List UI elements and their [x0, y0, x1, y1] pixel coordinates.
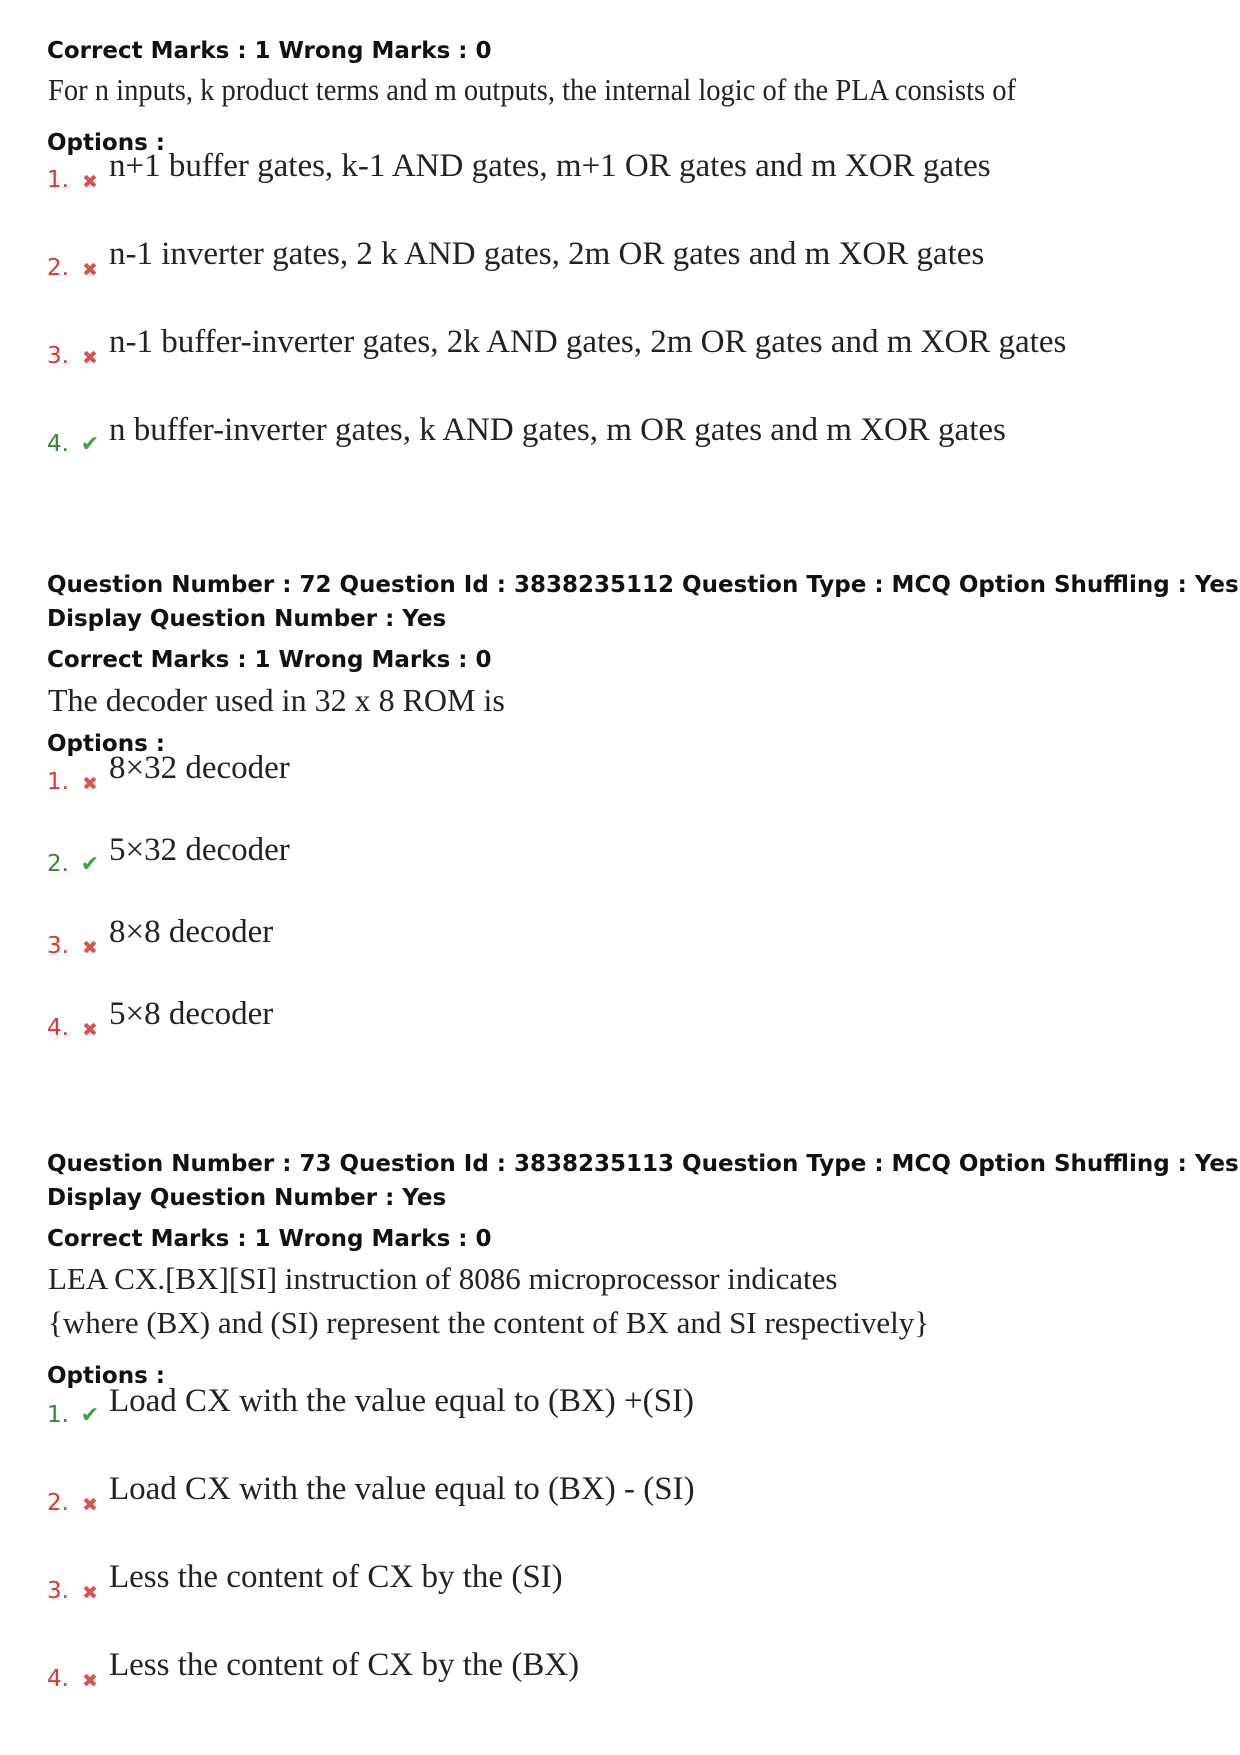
option-q72-4	[47, 996, 274, 1054]
cross-icon: ✖	[82, 1582, 98, 1604]
cross-icon: ✖	[82, 1019, 98, 1041]
question-header: Question Number : 72 Question Id : 3838235112 Question Type : MCQ Option Shuffling : Yes	[47, 572, 1239, 598]
options-label: Options :	[47, 731, 165, 757]
option-number: 2.	[47, 255, 69, 281]
option-number: 3.	[47, 343, 69, 369]
cross-icon: ✖	[82, 937, 98, 959]
marks-line: Correct Marks : 1 Wrong Marks : 0	[47, 647, 492, 673]
option-number: 4.	[47, 1015, 69, 1041]
option-number: 1.	[47, 167, 69, 193]
option-text: Less the content of CX by the (BX)	[109, 1647, 580, 1683]
option-q73-2	[47, 1471, 695, 1529]
option-q72-2	[47, 832, 290, 890]
option-q71-2	[47, 236, 985, 294]
option-number: 1.	[47, 769, 69, 795]
option-number: 3.	[47, 1578, 69, 1604]
option-number: 1.	[47, 1402, 69, 1428]
option-text: 5×32 decoder	[109, 832, 290, 868]
option-q71-1	[47, 148, 991, 206]
option-text: n-1 inverter gates, 2 k AND gates, 2m OR gates and m XOR gates	[109, 236, 985, 272]
cross-icon: ✖	[82, 773, 98, 795]
option-text: 5×8 decoder	[109, 996, 274, 1032]
option-text: n buffer-inverter gates, k AND gates, m OR gates and m XOR gates	[109, 412, 1006, 448]
option-q71-4	[47, 412, 1006, 470]
option-number: 2.	[47, 851, 69, 877]
option-q72-1	[47, 750, 290, 808]
option-text: Less the content of CX by the (SI)	[109, 1559, 563, 1595]
cross-icon: ✖	[82, 1494, 98, 1516]
question-text: LEA CX.[BX][SI] instruction of 8086 microprocessor indicates	[48, 1261, 838, 1296]
option-q72-3	[47, 914, 274, 972]
question-text: For n inputs, k product terms and m outputs, the internal logic of the PLA consists of	[48, 72, 1016, 107]
option-number: 4.	[47, 431, 69, 457]
option-number: 2.	[47, 1490, 69, 1516]
option-number: 4.	[47, 1666, 69, 1692]
marks-line: Correct Marks : 1 Wrong Marks : 0	[47, 1226, 492, 1252]
option-text: 8×32 decoder	[109, 750, 290, 786]
option-q73-3	[47, 1559, 563, 1617]
question-text: The decoder used in 32 x 8 ROM is	[48, 682, 505, 718]
options-label: Options :	[47, 130, 165, 156]
check-icon: ✔	[80, 432, 100, 457]
option-text: Load CX with the value equal to (BX) +(SI)	[109, 1383, 694, 1419]
option-text: n+1 buffer gates, k-1 AND gates, m+1 OR gates and m XOR gates	[109, 148, 991, 184]
check-icon: ✔	[80, 1403, 100, 1428]
options-label: Options :	[47, 1363, 165, 1389]
cross-icon: ✖	[82, 259, 98, 281]
option-text: Load CX with the value equal to (BX) - (SI)	[109, 1471, 695, 1507]
option-q73-4	[47, 1647, 580, 1705]
option-text: 8×8 decoder	[109, 914, 274, 950]
option-q73-1	[47, 1383, 694, 1441]
question-header: Question Number : 73 Question Id : 3838235113 Question Type : MCQ Option Shuffling : Yes	[47, 1151, 1239, 1177]
option-number: 3.	[47, 933, 69, 959]
question-header-line2: Display Question Number : Yes	[47, 1185, 447, 1211]
marks-line: Correct Marks : 1 Wrong Marks : 0	[47, 38, 492, 64]
cross-icon: ✖	[82, 347, 98, 369]
cross-icon: ✖	[82, 1670, 98, 1692]
question-header-line2: Display Question Number : Yes	[47, 606, 447, 632]
option-text: n-1 buffer-inverter gates, 2k AND gates, 2m OR gates and m XOR gates	[109, 324, 1067, 360]
cross-icon: ✖	[82, 171, 98, 193]
option-q71-3	[47, 324, 1067, 382]
question-text-line2: {where (BX) and (SI) represent the content of BX and SI respectively}	[48, 1305, 930, 1340]
check-icon: ✔	[80, 852, 100, 877]
